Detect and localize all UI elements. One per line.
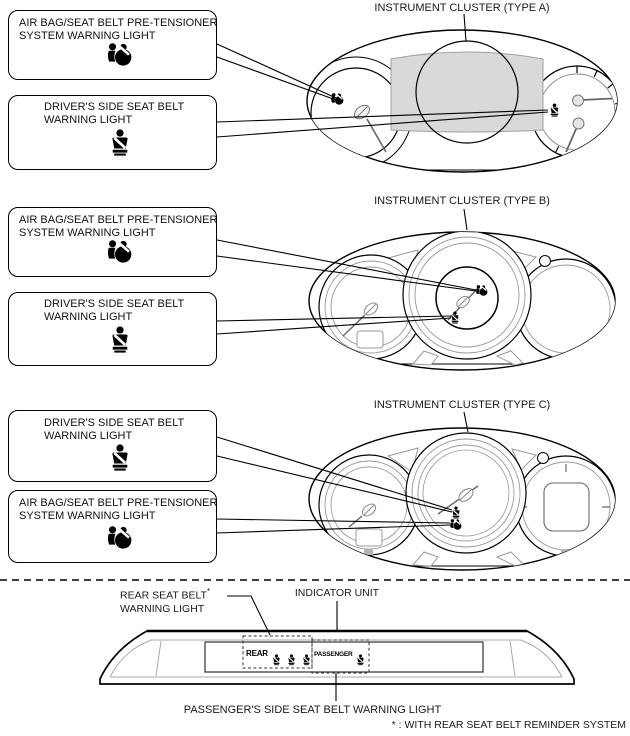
callout-label: WARNING LIGHT xyxy=(44,114,133,126)
panel-rear-text: REAR xyxy=(246,649,268,658)
callout-type-b-airbag xyxy=(8,207,217,277)
callout-label: SYSTEM WARNING LIGHT xyxy=(19,30,156,42)
footnote-asterisk: * xyxy=(206,587,211,596)
cluster-c-drawing xyxy=(309,428,616,570)
callout-type-a-airbag xyxy=(8,10,217,80)
center-display-screen xyxy=(391,52,543,132)
callout-type-c-driver-belt xyxy=(8,410,217,482)
callout-label: AIR BAG/SEAT BELT PRE-TENSIONER xyxy=(19,214,218,226)
rear-seat-belt-label-line1: REAR SEAT BELT xyxy=(120,589,207,602)
seat-belt-warning-icon xyxy=(109,129,131,156)
callout-label: WARNING LIGHT xyxy=(44,311,133,323)
air-bag-warning-icon xyxy=(105,526,133,549)
cluster-a-drawing xyxy=(300,30,623,172)
callout-label: DRIVER'S SIDE SEAT BELT xyxy=(44,298,185,310)
air-bag-warning-icon xyxy=(105,43,133,66)
section-title-type-a: INSTRUMENT CLUSTER (TYPE A) xyxy=(374,2,550,14)
callout-type-c-airbag xyxy=(8,490,217,563)
callout-label: DRIVER'S SIDE SEAT BELT xyxy=(44,417,185,429)
callout-label: DRIVER'S SIDE SEAT BELT xyxy=(44,101,185,113)
indicator-unit-title: INDICATOR UNIT xyxy=(294,587,380,599)
callout-label: WARNING LIGHT xyxy=(44,430,133,442)
passenger-seat-belt-label: PASSENGER'S SIDE SEAT BELT WARNING LIGHT xyxy=(183,704,442,716)
panel-passenger-text: PASSENGER xyxy=(314,651,353,658)
section-title-type-b: INSTRUMENT CLUSTER (TYPE B) xyxy=(374,195,550,207)
section-title-type-c: INSTRUMENT CLUSTER (TYPE C) xyxy=(373,399,551,411)
rear-seat-belt-label-line2: WARNING LIGHT xyxy=(120,603,205,615)
rear-seat-belt-label xyxy=(120,585,210,617)
callout-label: AIR BAG/SEAT BELT PRE-TENSIONER xyxy=(19,497,218,509)
seat-belt-warning-icon xyxy=(109,444,131,471)
footnote-text: * : WITH REAR SEAT BELT REMINDER SYSTEM xyxy=(391,719,626,731)
callout-type-a-driver-belt xyxy=(8,95,217,170)
cluster-b-drawing xyxy=(309,231,616,370)
callout-type-b-driver-belt xyxy=(8,292,217,366)
callout-label: AIR BAG/SEAT BELT PRE-TENSIONER xyxy=(19,17,218,29)
callout-label: SYSTEM WARNING LIGHT xyxy=(19,510,156,522)
air-bag-warning-icon xyxy=(105,240,133,263)
seat-belt-warning-icon xyxy=(109,326,131,353)
callout-label: SYSTEM WARNING LIGHT xyxy=(19,227,156,239)
